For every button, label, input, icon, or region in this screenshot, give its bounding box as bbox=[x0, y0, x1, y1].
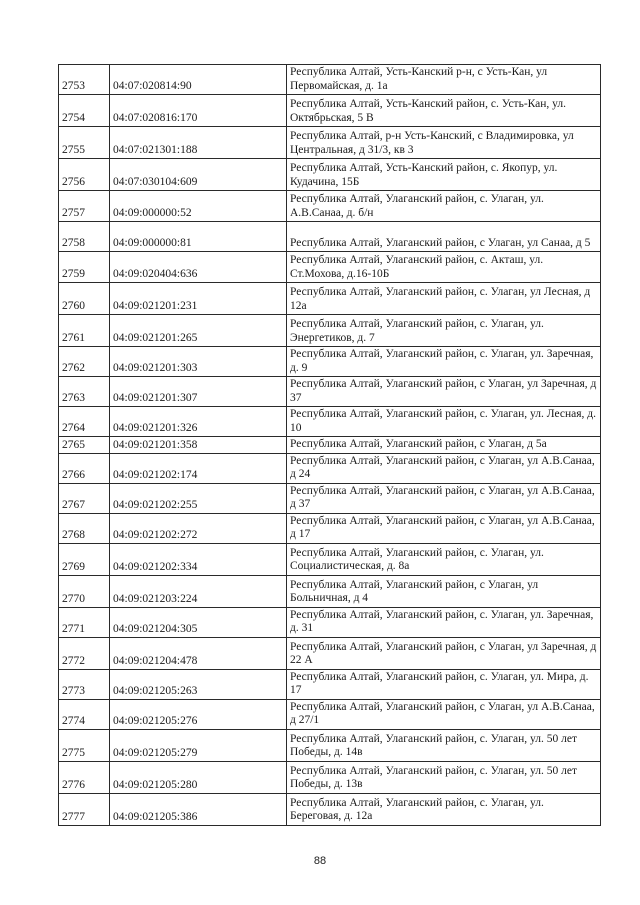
table-row bbox=[59, 222, 601, 252]
table-row bbox=[59, 315, 601, 347]
cadastral-number: 04:07:020814:90 bbox=[110, 65, 287, 95]
address: Республика Алтай, Усть-Канский р-н, с Усть-Кан, ул Первомайская, д. 1а bbox=[287, 65, 601, 95]
row-number: 2767 bbox=[59, 483, 110, 513]
address: Республика Алтай, Улаганский район, с. Улаган, ул. Береговая, д. 12а bbox=[287, 793, 601, 825]
address: Республика Алтай, Улаганский район, с Улаган, ул Заречная, д 22 А bbox=[287, 637, 601, 669]
registry-table-body bbox=[59, 65, 601, 826]
table-row bbox=[59, 407, 601, 437]
table-row bbox=[59, 483, 601, 513]
table-row bbox=[59, 543, 601, 575]
address: Республика Алтай, Улаганский район, с. Улаган, ул. Социалистическая, д. 8а bbox=[287, 543, 601, 575]
address: Республика Алтай, Улаганский район, с Улаган, ул Больничная, д 4 bbox=[287, 575, 601, 607]
cadastral-number: 04:09:021204:305 bbox=[110, 607, 287, 637]
cadastral-number: 04:09:000000:81 bbox=[110, 222, 287, 252]
cadastral-number: 04:09:021202:174 bbox=[110, 453, 287, 483]
row-number: 2774 bbox=[59, 699, 110, 729]
address: Республика Алтай, Улаганский район, с. Акташ, ул. Ст.Мохова, д.16-10Б bbox=[287, 252, 601, 283]
address: Республика Алтай, Улаганский район, с. Улаган, ул. 50 лет Победы, д. 14в bbox=[287, 729, 601, 761]
cadastral-number: 04:09:021205:276 bbox=[110, 699, 287, 729]
row-number: 2775 bbox=[59, 729, 110, 761]
cadastral-number: 04:09:000000:52 bbox=[110, 191, 287, 222]
row-number: 2768 bbox=[59, 513, 110, 543]
address: Республика Алтай, Улаганский район, с Улаган, ул А.В.Санаа, д 27/1 bbox=[287, 699, 601, 729]
row-number: 2776 bbox=[59, 761, 110, 793]
cadastral-number: 04:09:021205:263 bbox=[110, 669, 287, 699]
row-number: 2757 bbox=[59, 191, 110, 222]
address: Республика Алтай, Улаганский район, с Улаган, ул Санаа, д 5 bbox=[287, 222, 601, 252]
address: Республика Алтай, Улаганский район, с Улаган, ул А.В.Санаа, д 37 bbox=[287, 483, 601, 513]
address: Республика Алтай, Улаганский район, с. Улаган, ул. Мира, д. 17 bbox=[287, 669, 601, 699]
address: Республика Алтай, Улаганский район, с. Улаган, ул. Заречная, д. 9 bbox=[287, 347, 601, 377]
row-number: 2753 bbox=[59, 65, 110, 95]
row-number: 2761 bbox=[59, 315, 110, 347]
row-number: 2756 bbox=[59, 159, 110, 191]
table-row bbox=[59, 453, 601, 483]
table-row bbox=[59, 513, 601, 543]
address: Республика Алтай, Улаганский район, с. Улаган, ул. А.В.Санаа, д. б/н bbox=[287, 191, 601, 222]
table-row bbox=[59, 191, 601, 222]
row-number: 2754 bbox=[59, 95, 110, 127]
table-row bbox=[59, 127, 601, 159]
row-number: 2771 bbox=[59, 607, 110, 637]
property-registry-table bbox=[58, 64, 601, 826]
row-number: 2765 bbox=[59, 437, 110, 454]
table-row bbox=[59, 159, 601, 191]
address: Республика Алтай, Улаганский район, с. Улаган, ул. Лесная, д. 10 bbox=[287, 407, 601, 437]
table-row bbox=[59, 637, 601, 669]
address: Республика Алтай, Улаганский район, с. Улаган, ул. Заречная, д. 31 bbox=[287, 607, 601, 637]
cadastral-number: 04:09:021204:478 bbox=[110, 637, 287, 669]
table-row bbox=[59, 607, 601, 637]
cadastral-number: 04:09:021205:279 bbox=[110, 729, 287, 761]
row-number: 2762 bbox=[59, 347, 110, 377]
row-number: 2770 bbox=[59, 575, 110, 607]
address: Республика Алтай, Улаганский район, с Улаган, ул Заречная, д 37 bbox=[287, 377, 601, 407]
table-row bbox=[59, 437, 601, 454]
cadastral-number: 04:09:021201:358 bbox=[110, 437, 287, 454]
cadastral-number: 04:07:030104:609 bbox=[110, 159, 287, 191]
row-number: 2773 bbox=[59, 669, 110, 699]
row-number: 2766 bbox=[59, 453, 110, 483]
address: Республика Алтай, Улаганский район, с Улаган, д 5а bbox=[287, 437, 601, 454]
row-number: 2763 bbox=[59, 377, 110, 407]
table-row bbox=[59, 377, 601, 407]
cadastral-number: 04:09:021201:307 bbox=[110, 377, 287, 407]
address: Республика Алтай, Улаганский район, с Улаган, ул А.В.Санаа, д 17 bbox=[287, 513, 601, 543]
cadastral-number: 04:07:020816:170 bbox=[110, 95, 287, 127]
row-number: 2777 bbox=[59, 793, 110, 825]
address: Республика Алтай, Усть-Канский район, с. Якопур, ул. Кудачина, 15Б bbox=[287, 159, 601, 191]
address: Республика Алтай, Улаганский район, с Улаган, ул А.В.Санаа, д 24 bbox=[287, 453, 601, 483]
table-row bbox=[59, 252, 601, 283]
cadastral-number: 04:09:021201:231 bbox=[110, 283, 287, 315]
cadastral-number: 04:09:020404:636 bbox=[110, 252, 287, 283]
cadastral-number: 04:09:021201:326 bbox=[110, 407, 287, 437]
row-number: 2769 bbox=[59, 543, 110, 575]
row-number: 2764 bbox=[59, 407, 110, 437]
cadastral-number: 04:09:021202:272 bbox=[110, 513, 287, 543]
cadastral-number: 04:09:021202:255 bbox=[110, 483, 287, 513]
cadastral-number: 04:09:021203:224 bbox=[110, 575, 287, 607]
table-row bbox=[59, 65, 601, 95]
table-row bbox=[59, 283, 601, 315]
table-row bbox=[59, 347, 601, 377]
cadastral-number: 04:09:021201:265 bbox=[110, 315, 287, 347]
address: Республика Алтай, р-н Усть-Канский, с Владимировка, ул Центральная, д 31/3, кв 3 bbox=[287, 127, 601, 159]
table-row bbox=[59, 699, 601, 729]
table-row bbox=[59, 95, 601, 127]
address: Республика Алтай, Усть-Канский район, с. Усть-Кан, ул. Октябрьская, 5 В bbox=[287, 95, 601, 127]
table-row bbox=[59, 761, 601, 793]
table-row bbox=[59, 793, 601, 825]
table-row bbox=[59, 729, 601, 761]
row-number: 2760 bbox=[59, 283, 110, 315]
row-number: 2772 bbox=[59, 637, 110, 669]
row-number: 2758 bbox=[59, 222, 110, 252]
cadastral-number: 04:09:021201:303 bbox=[110, 347, 287, 377]
address: Республика Алтай, Улаганский район, с. Улаган, ул Лесная, д 12а bbox=[287, 283, 601, 315]
cadastral-number: 04:09:021202:334 bbox=[110, 543, 287, 575]
address: Республика Алтай, Улаганский район, с. Улаган, ул. 50 лет Победы, д. 13в bbox=[287, 761, 601, 793]
cadastral-number: 04:09:021205:386 bbox=[110, 793, 287, 825]
cadastral-number: 04:07:021301:188 bbox=[110, 127, 287, 159]
table-row bbox=[59, 575, 601, 607]
page-number: 88 bbox=[313, 855, 327, 867]
cadastral-number: 04:09:021205:280 bbox=[110, 761, 287, 793]
table-row bbox=[59, 669, 601, 699]
row-number: 2759 bbox=[59, 252, 110, 283]
address: Республика Алтай, Улаганский район, с. Улаган, ул. Энергетиков, д. 7 bbox=[287, 315, 601, 347]
row-number: 2755 bbox=[59, 127, 110, 159]
